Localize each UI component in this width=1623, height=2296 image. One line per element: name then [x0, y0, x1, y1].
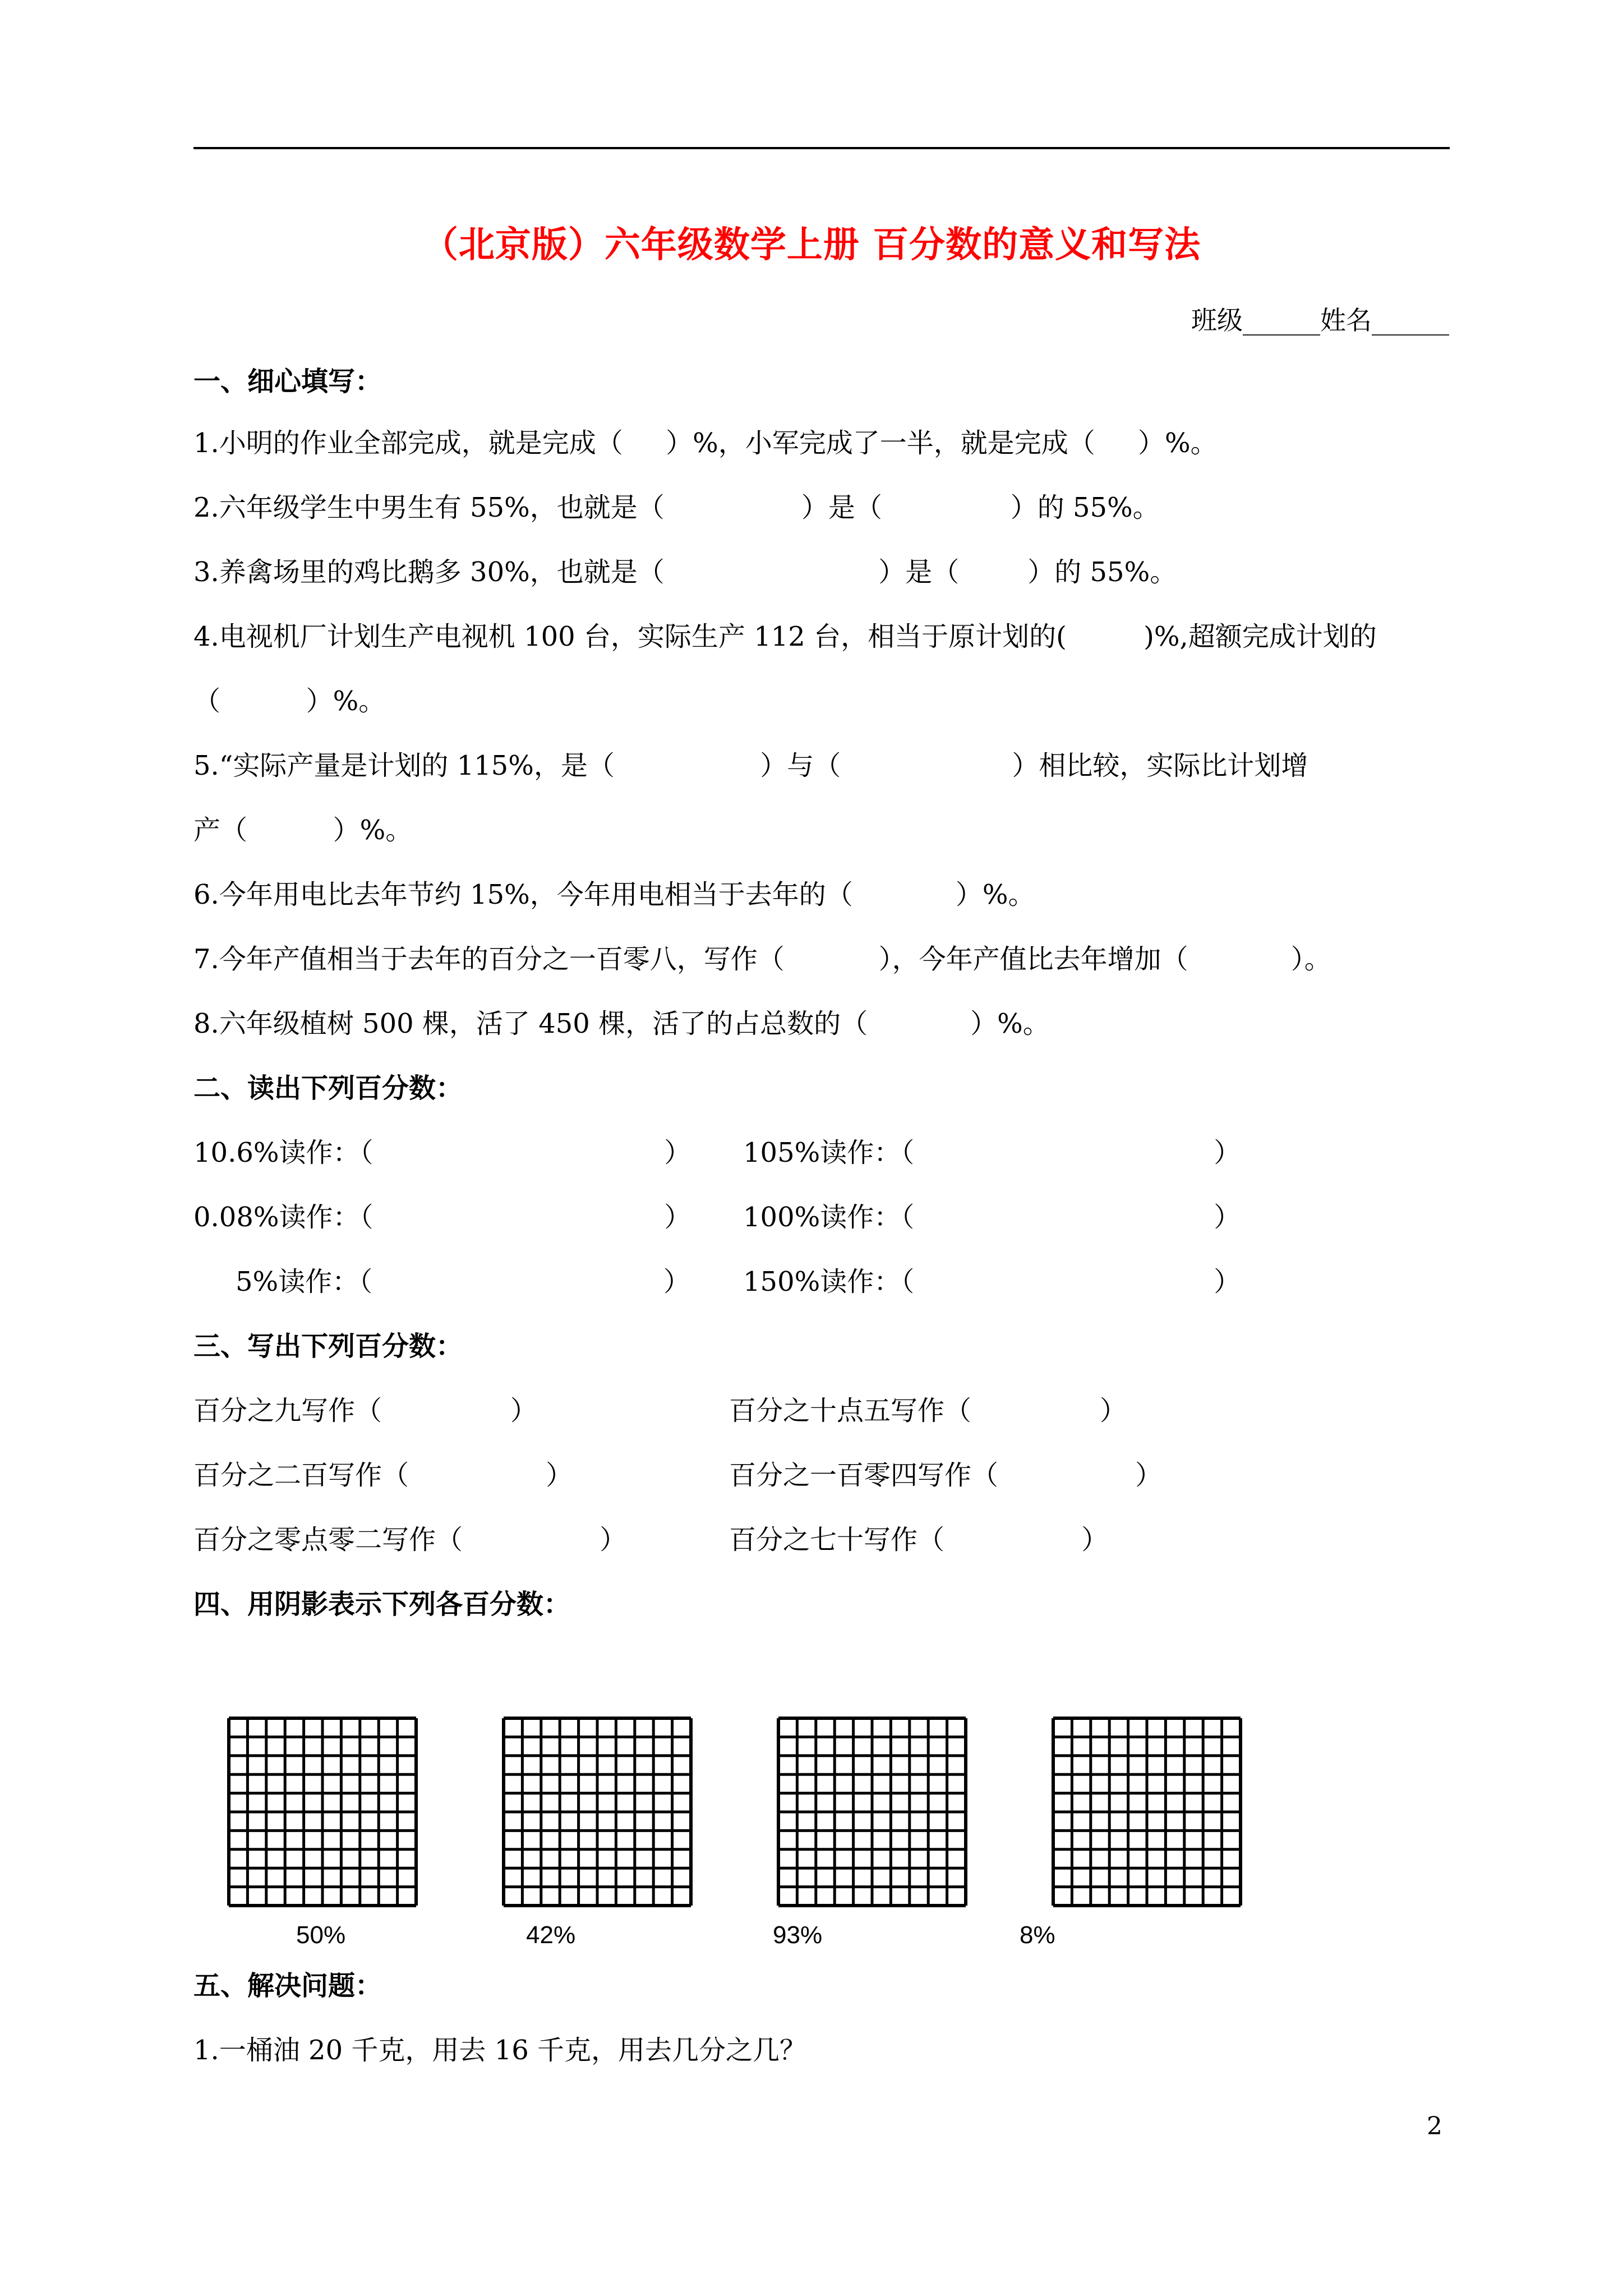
hundred-grid-svg: [502, 1717, 693, 1907]
write-item-right: 百分之十点五写作（ ）: [729, 1395, 1127, 1427]
page-number: 2: [1427, 2112, 1442, 2141]
read-item-left: 10.6%读作：（ ）: [193, 1137, 691, 1168]
question-1-4-line1: 4.电视机厂计划生产电视机 100 台，实际生产 112 台，相当于原计划的( )%,超额完成计划的: [193, 621, 1377, 652]
question-1-2: 2.六年级学生中男生有 55%，也就是（ ）是（ ）的 55%。: [193, 492, 1160, 523]
write-item-right: 百分之一百零四写作（ ）: [729, 1460, 1163, 1491]
read-item-left: 5%读作：（ ）: [236, 1266, 690, 1297]
section4-heading: 四、用阴影表示下列各百分数：: [193, 1589, 571, 1620]
read-item-right: 150%读作：（ ）: [743, 1266, 1241, 1297]
read-item-right: 100%读作：（ ）: [743, 1202, 1241, 1233]
hundred-grid-svg: [777, 1717, 967, 1907]
section2-heading: 二、读出下列百分数：: [193, 1073, 463, 1104]
question-1-7: 7.今年产值相当于去年的百分之一百零八，写作（ ），今年产值比去年增加（ ）。: [193, 944, 1331, 975]
question-1-1: 1.小明的作业全部完成，就是完成（ ）%，小军完成了一半，就是完成（ ）%。: [193, 427, 1218, 459]
question-1-8: 8.六年级植树 500 棵，活了 450 棵，活了的占总数的（ ）%。: [193, 1008, 1050, 1039]
hundred-grid-svg: [227, 1717, 418, 1907]
worksheet-title: （北京版）六年级数学上册 百分数的意义和写法: [422, 224, 1201, 266]
problem-5-1: 1.一桶油 20 千克，用去 16 千克，用去几分之几？: [193, 2035, 806, 2066]
question-1-5-line1: 5.“实际产量是计划的 115%，是（ ）与（ ）相比较，实际比计划增: [193, 750, 1308, 781]
write-item-left: 百分之二百写作（ ）: [193, 1460, 573, 1491]
grid-label: 50%: [296, 1921, 346, 1949]
write-item-right: 百分之七十写作（ ）: [729, 1524, 1109, 1556]
hundred-grid-1[interactable]: [227, 1717, 418, 1907]
question-1-4-line2: （ ）%。: [193, 685, 386, 717]
grid-label: 93%: [773, 1921, 823, 1949]
section1-heading: 一、细心填写：: [193, 366, 382, 397]
hundred-grid-2[interactable]: [502, 1717, 693, 1907]
question-1-6: 6.今年用电比去年节约 15%，今年用电相当于去年的（ ）%。: [193, 879, 1035, 910]
read-item-right: 105%读作：（ ）: [743, 1137, 1241, 1168]
section3-heading: 三、写出下列百分数：: [193, 1331, 463, 1362]
header-rule: [193, 147, 1450, 149]
write-item-left: 百分之零点零二写作（ ）: [193, 1524, 627, 1556]
grid-label: 42%: [526, 1921, 576, 1949]
hundred-grid-4[interactable]: [1052, 1717, 1242, 1907]
question-1-5-line2: 产（ ）%。: [193, 815, 413, 846]
class-name-line: 班级______姓名______: [1191, 305, 1449, 335]
section5-heading: 五、解决问题：: [193, 1970, 382, 2001]
grid-label: 8%: [1020, 1921, 1055, 1949]
question-1-3: 3.养禽场里的鸡比鹅多 30%，也就是（ ）是（ ）的 55%。: [193, 556, 1177, 588]
write-item-left: 百分之九写作（ ）: [193, 1395, 537, 1427]
read-item-left: 0.08%读作：（ ）: [193, 1202, 691, 1233]
hundred-grid-3[interactable]: [777, 1717, 967, 1907]
hundred-grid-svg: [1052, 1717, 1242, 1907]
